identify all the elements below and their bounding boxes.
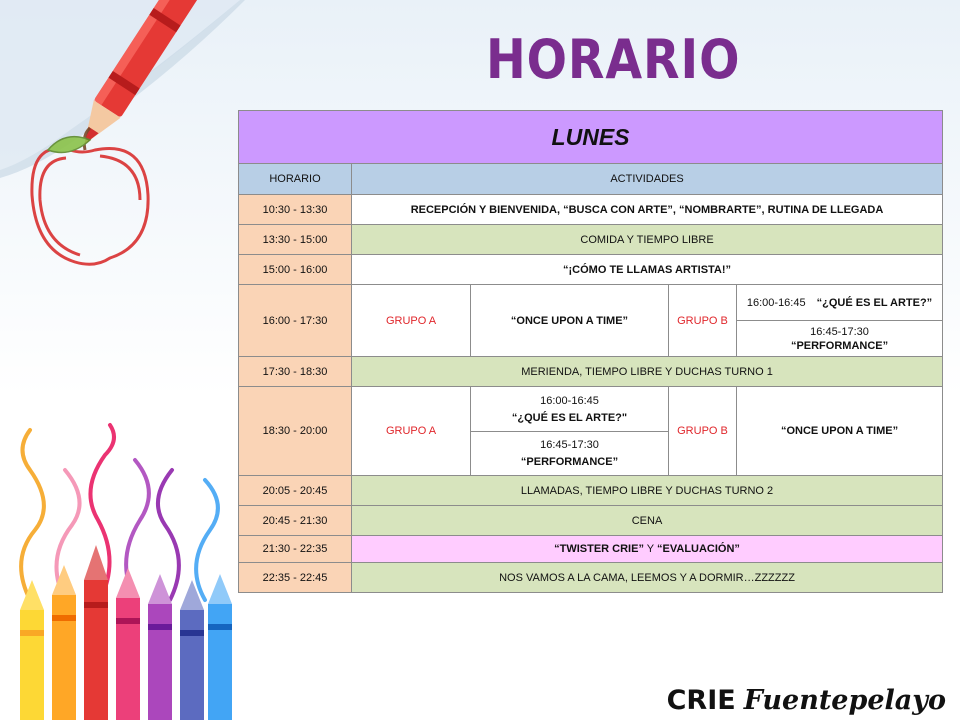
page-curl-icon: [0, 0, 240, 170]
day-header: LUNES: [239, 111, 943, 164]
group-a-label: GRUPO A: [352, 387, 471, 476]
group-a-slot-1: [471, 387, 669, 432]
group-a-activity: “ONCE UPON A TIME”: [471, 285, 669, 357]
slot-activity: “PERFORMANCE”: [790, 339, 889, 352]
time-cell: 20:45 - 21:30: [239, 506, 352, 536]
table-row: [239, 255, 943, 285]
table-row: [239, 536, 943, 563]
activity-cell: LLAMADAS, TIEMPO LIBRE Y DUCHAS TURNO 2: [352, 476, 943, 506]
time-cell: 18:30 - 20:00: [239, 387, 352, 476]
slot-activity: “PERFORMANCE”: [520, 456, 619, 468]
activity-cell: CENA: [352, 506, 943, 536]
table-row: [239, 506, 943, 536]
column-header-activities: ACTIVIDADES: [352, 164, 943, 195]
red-crayon-icon: [71, 0, 213, 153]
group-b-slot-1: [737, 285, 943, 321]
table-row: [239, 225, 943, 255]
group-a-label: GRUPO A: [352, 285, 471, 357]
activity-cell: “¡CÓMO TE LLAMAS ARTISTA!”: [352, 255, 943, 285]
slot-activity: “¿QUÉ ES EL ARTE?": [511, 411, 628, 424]
table-row: [239, 563, 943, 593]
activity-part-1: “TWISTER CRIE”: [554, 543, 644, 555]
activity-cell: NOS VAMOS A LA CAMA, LEEMOS Y A DORMIR…ZZZZZZ: [352, 563, 943, 593]
slot-time: 16:00-16:45: [540, 394, 599, 407]
table-row: [239, 195, 943, 225]
activity-part-2: “EVALUACIÓN”: [657, 543, 740, 555]
activity-cell: RECEPCIÓN Y BIENVENIDA, “BUSCA CON ARTE”, “NOMBRARTE”, RUTINA DE LLEGADA: [352, 195, 943, 225]
group-b-label: GRUPO B: [669, 285, 737, 357]
slot-time: 16:00-16:45: [746, 296, 806, 309]
footer-brand-part-1: CRIE: [666, 685, 736, 716]
table-row: [239, 285, 943, 321]
apple-drawing-icon: [32, 128, 148, 264]
slot-time: 16:45-17:30: [540, 439, 599, 451]
activity-cell: COMIDA Y TIEMPO LIBRE: [352, 225, 943, 255]
table-row: [239, 387, 943, 432]
group-b-label: GRUPO B: [669, 387, 737, 476]
slot-activity: “¿QUÉ ES EL ARTE?”: [816, 296, 933, 309]
schedule-table: [238, 110, 943, 593]
footer-brand-part-2: Fuentepelayo: [743, 685, 946, 716]
activity-join: Y: [643, 543, 658, 555]
time-cell: 17:30 - 18:30: [239, 357, 352, 387]
time-cell: 15:00 - 16:00: [239, 255, 352, 285]
time-cell: 20:05 - 20:45: [239, 476, 352, 506]
activity-cell: [352, 536, 943, 563]
time-cell: 21:30 - 22:35: [239, 536, 352, 563]
time-cell: 13:30 - 15:00: [239, 225, 352, 255]
table-row: [239, 357, 943, 387]
column-header-time: HORARIO: [239, 164, 352, 195]
group-a-slot-2: [471, 432, 669, 476]
slot-time: 16:45-17:30: [810, 325, 869, 338]
crayon-box-icon: [20, 545, 232, 720]
group-b-activity: “ONCE UPON A TIME”: [737, 387, 943, 476]
table-row: [239, 476, 943, 506]
activity-cell: MERIENDA, TIEMPO LIBRE Y DUCHAS TURNO 1: [352, 357, 943, 387]
footer-brand: [667, 685, 946, 716]
time-cell: 16:00 - 17:30: [239, 285, 352, 357]
time-cell: 10:30 - 13:30: [239, 195, 352, 225]
time-cell: 22:35 - 22:45: [239, 563, 352, 593]
page-title: HORARIO: [486, 28, 741, 91]
group-b-slot-2: [737, 321, 943, 357]
